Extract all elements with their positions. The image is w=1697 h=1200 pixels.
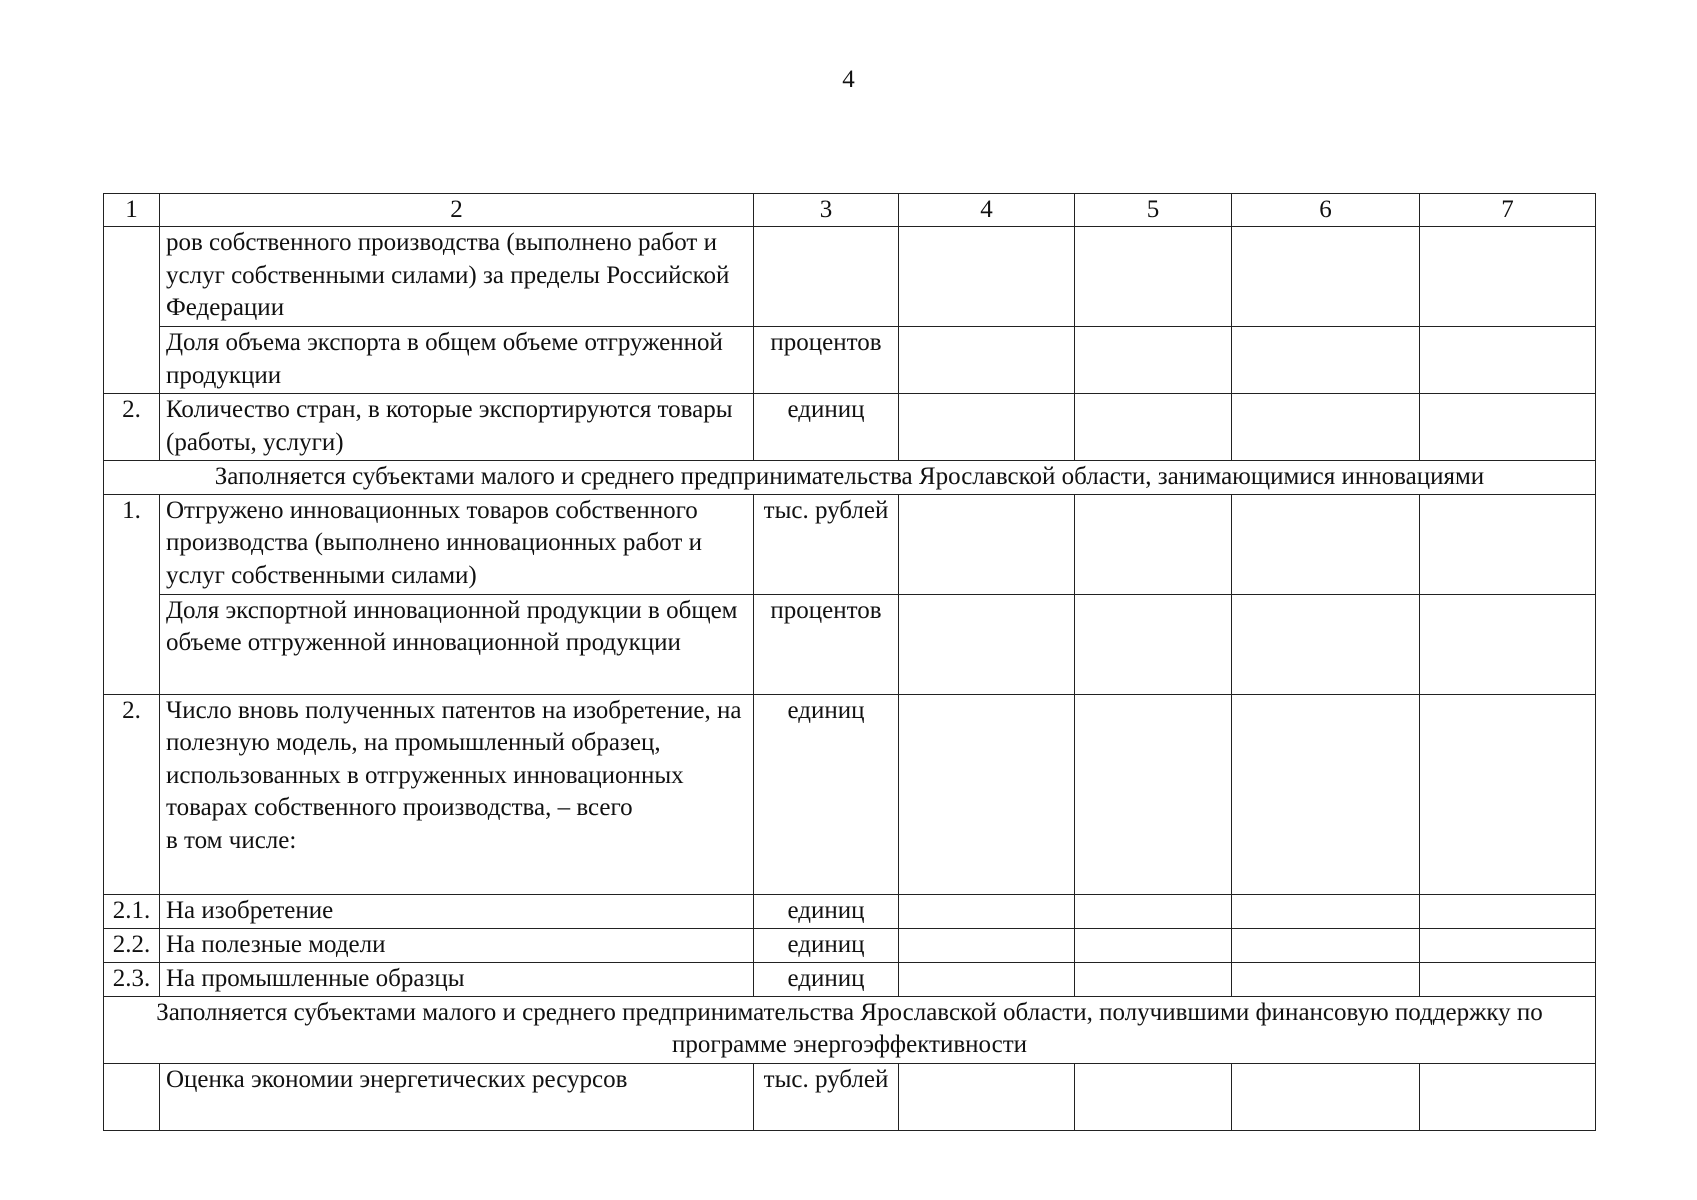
value-cell: [1075, 894, 1232, 928]
indicator-name: На промышленные образцы: [160, 962, 754, 996]
unit-cell: единиц: [754, 962, 899, 996]
value-cell: [899, 694, 1075, 894]
value-cell: [899, 894, 1075, 928]
unit-cell: единиц: [754, 928, 899, 962]
page-number: 4: [842, 66, 855, 93]
indicator-name: Количество стран, в которые экспортируются товары (работы, услуги): [160, 394, 754, 461]
col-number-6: 6: [1232, 194, 1420, 227]
indicator-name: ров собственного производства (выполнено работ и услуг собственными силами) за пределы Российской Федерации: [160, 227, 754, 327]
col-number-2: 2: [160, 194, 754, 227]
value-cell: [1420, 928, 1596, 962]
value-cell: [899, 227, 1075, 327]
value-cell: [1075, 327, 1232, 394]
value-cell: [1420, 394, 1596, 461]
value-cell: [899, 962, 1075, 996]
value-cell: [899, 928, 1075, 962]
value-cell: [1075, 227, 1232, 327]
section-heading: Заполняется субъектами малого и среднего предпринимательства Ярославской области, занимающимися инновациями: [104, 461, 1596, 495]
unit-cell: тыс. рублей: [754, 1063, 899, 1130]
value-cell: [1075, 494, 1232, 594]
indicator-name: Оценка экономии энергетических ресурсов: [160, 1063, 754, 1130]
value-cell: [1075, 394, 1232, 461]
indicator-name: На полезные модели: [160, 928, 754, 962]
value-cell: [1232, 928, 1420, 962]
value-cell: [1420, 327, 1596, 394]
value-cell: [1232, 694, 1420, 894]
value-cell: [1075, 694, 1232, 894]
col-number-1: 1: [104, 194, 160, 227]
col-number-7: 7: [1420, 194, 1596, 227]
value-cell: [1232, 594, 1420, 694]
value-cell: [1075, 1063, 1232, 1130]
value-cell: [1232, 494, 1420, 594]
value-cell: [1420, 594, 1596, 694]
row-number: 2.2.: [104, 928, 160, 962]
indicator-name: На изобретение: [160, 894, 754, 928]
value-cell: [1232, 1063, 1420, 1130]
indicators-table: [103, 193, 1596, 1131]
value-cell: [1232, 894, 1420, 928]
value-cell: [1232, 327, 1420, 394]
section-row: [104, 461, 1596, 495]
indicator-name: Доля объема экспорта в общем объеме отгруженной продукции: [160, 327, 754, 394]
unit-cell: тыс. рублей: [754, 494, 899, 594]
indicator-name: [160, 694, 754, 894]
unit-cell: единиц: [754, 894, 899, 928]
row-number: 2.1.: [104, 894, 160, 928]
row-number: [104, 1063, 160, 1130]
value-cell: [899, 594, 1075, 694]
value-cell: [899, 494, 1075, 594]
unit-cell: единиц: [754, 394, 899, 461]
value-cell: [1232, 227, 1420, 327]
table-row: [104, 962, 1596, 996]
table-row: [104, 494, 1596, 594]
value-cell: [1420, 962, 1596, 996]
table-row: [104, 928, 1596, 962]
section-heading: Заполняется субъектами малого и среднего предпринимательства Ярославской области, получившими финансовую поддержку по программе энергоэффективности: [104, 996, 1596, 1063]
table-row: [104, 594, 1596, 694]
value-cell: [1420, 894, 1596, 928]
col-number-3: 3: [754, 194, 899, 227]
value-cell: [1420, 227, 1596, 327]
unit-cell: процентов: [754, 594, 899, 694]
table-row: [104, 227, 1596, 327]
row-number: [104, 227, 160, 394]
table-row: [104, 327, 1596, 394]
table-row: [104, 894, 1596, 928]
value-cell: [1420, 694, 1596, 894]
unit-cell: процентов: [754, 327, 899, 394]
row-number: 2.: [104, 694, 160, 894]
value-cell: [1420, 494, 1596, 594]
row-number: 1.: [104, 494, 160, 694]
table-row: [104, 394, 1596, 461]
value-cell: [1075, 594, 1232, 694]
value-cell: [899, 1063, 1075, 1130]
row-number: 2.: [104, 394, 160, 461]
value-cell: [899, 327, 1075, 394]
table-row: [104, 694, 1596, 894]
col-number-4: 4: [899, 194, 1075, 227]
value-cell: [1420, 1063, 1596, 1130]
unit-cell: единиц: [754, 694, 899, 894]
unit-cell: [754, 227, 899, 327]
indicator-name: Отгружено инновационных товаров собственного производства (выполнено инновационных работ и услуг собственными силами): [160, 494, 754, 594]
section-row: [104, 996, 1596, 1063]
col-number-5: 5: [1075, 194, 1232, 227]
value-cell: [1232, 962, 1420, 996]
table-row: [104, 1063, 1596, 1130]
column-numbers-row: [104, 194, 1596, 227]
row-number: 2.3.: [104, 962, 160, 996]
indicator-name: Доля экспортной инновационной продукции в общем объеме отгруженной инновационной продукции: [160, 594, 754, 694]
indicator-name-main: Число вновь полученных патентов на изобретение, на полезную модель, на промышленный образец, использованных в отгруженных инновационных товарах собственного производства, – всего: [166, 696, 742, 821]
indicator-name-suffix: в том числе:: [166, 826, 297, 854]
value-cell: [1075, 928, 1232, 962]
value-cell: [1232, 394, 1420, 461]
value-cell: [899, 394, 1075, 461]
value-cell: [1075, 962, 1232, 996]
